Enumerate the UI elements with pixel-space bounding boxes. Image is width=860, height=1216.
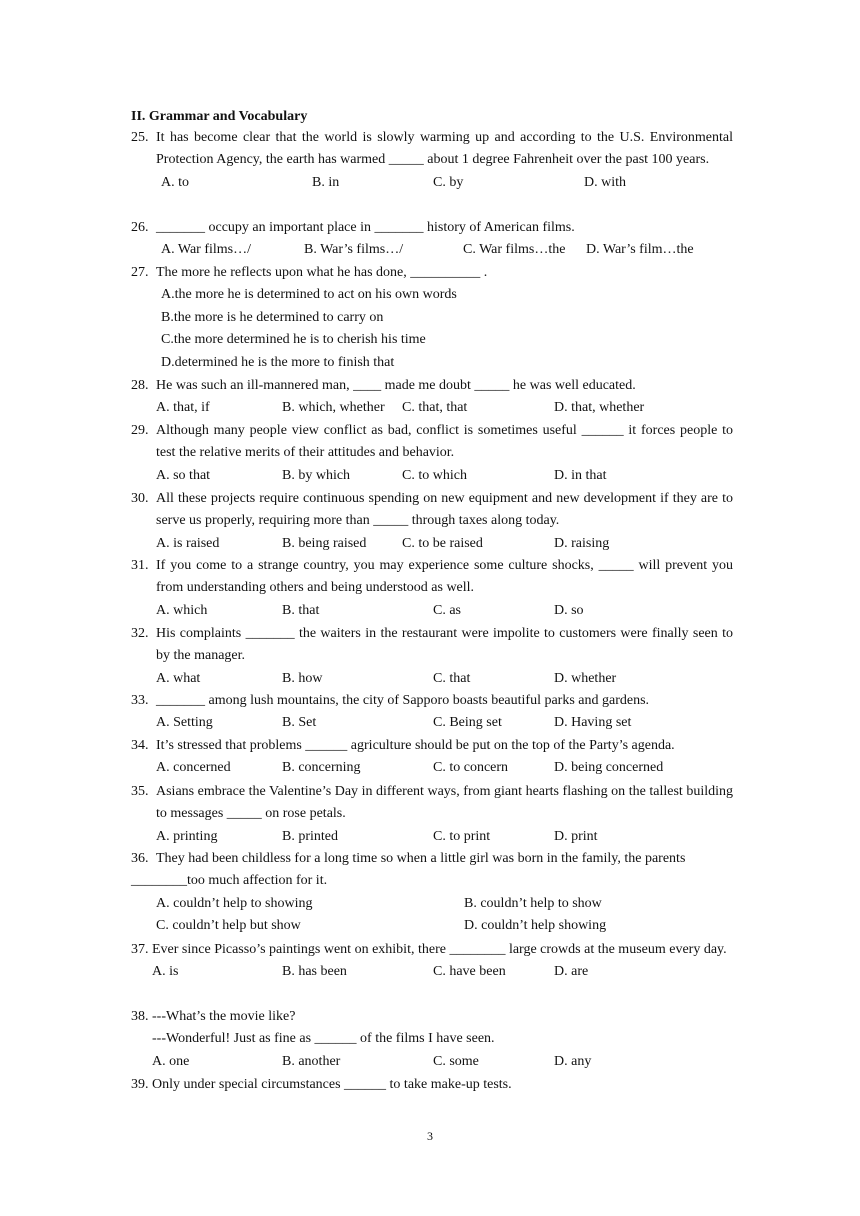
option-d: D. couldn’t help showing <box>464 918 607 934</box>
option-a: A. printing <box>156 828 218 844</box>
question-number: 33. <box>131 693 149 708</box>
question-number: 37. <box>131 942 149 957</box>
option-c: C. to print <box>433 828 491 844</box>
option-d: D. that, whether <box>554 400 645 416</box>
option-a: A. to <box>161 174 189 190</box>
option-d: D. whether <box>554 670 617 686</box>
question-stem: Ever since Picasso’s paintings went on exhibit, there ________ large crowds at the museum every day. <box>152 942 727 957</box>
option-d: D. print <box>554 828 598 844</box>
option-c: C. War films…the <box>463 242 566 258</box>
option-b: B. War’s films…/ <box>304 242 404 258</box>
option-c: C. as <box>433 602 461 618</box>
question-number: 39. <box>131 1077 149 1092</box>
option-c: C.the more determined he is to cherish his time <box>161 332 426 348</box>
question-number: 25. <box>131 130 149 145</box>
option-b: B. couldn’t help to show <box>464 895 602 911</box>
question-34 <box>131 735 733 780</box>
option-a: A. so that <box>156 467 211 483</box>
question-stem: Although many people view conflict as bad, conflict is sometimes useful ______ it forces people to test the relative merits of their attitudes and behavior. <box>156 423 733 461</box>
question-26 <box>131 217 733 262</box>
question-38 <box>131 1006 733 1073</box>
option-d: D. Having set <box>554 715 632 731</box>
options-row <box>131 465 733 487</box>
question-number: 34. <box>131 738 149 753</box>
option-a: A. which <box>156 602 208 618</box>
option-a: A. is <box>152 964 179 980</box>
question-stem-line-2: ---Wonderful! Just as fine as ______ of the films I have seen. <box>152 1031 495 1047</box>
question-stem-line-2: ________too much affection for it. <box>131 873 328 889</box>
option-c: C. Being set <box>433 715 502 731</box>
option-d: D.determined he is the more to finish that <box>161 354 395 370</box>
option-d: D. are <box>554 964 589 980</box>
options-row <box>131 757 733 779</box>
option-b: B. how <box>282 670 323 686</box>
option-c: C. by <box>433 174 464 190</box>
question-31 <box>131 555 733 622</box>
options-row <box>131 1051 733 1073</box>
question-number: 29. <box>131 423 149 438</box>
question-number: 32. <box>131 626 149 641</box>
question-number: 27. <box>131 265 149 280</box>
question-stem: If you come to a strange country, you may experience some culture shocks, _____ will prevent you from understanding others and being understood as well. <box>156 558 733 596</box>
options-row <box>131 239 733 261</box>
section-title: II. Grammar and Vocabulary <box>131 109 308 124</box>
option-c: C. couldn’t help but show <box>156 918 301 934</box>
options-row <box>131 172 733 194</box>
question-stem: It’s stressed that problems ______ agriculture should be put on the top of the Party’s agenda. <box>156 738 675 753</box>
option-d: D. so <box>554 602 584 618</box>
question-stem: His complaints _______ the waiters in the restaurant were impolite to customers were finally seen to by the manager. <box>156 626 733 664</box>
option-d: D. being concerned <box>554 760 664 776</box>
option-b: B. being raised <box>282 535 367 551</box>
option-d: D. War’s film…the <box>586 242 694 258</box>
option-d: D. with <box>584 174 626 190</box>
question-number: 30. <box>131 491 149 506</box>
question-29 <box>131 420 733 487</box>
question-number: 38. <box>131 1009 149 1024</box>
option-c: C. that, that <box>402 400 468 416</box>
option-b: B. Set <box>282 715 317 731</box>
option-b: B. printed <box>282 828 338 844</box>
option-b: B. that <box>282 602 320 618</box>
options-row <box>131 600 733 622</box>
options-list <box>161 284 733 374</box>
question-number: 28. <box>131 378 149 393</box>
question-number: 36. <box>131 851 149 866</box>
options-row <box>131 533 733 555</box>
option-b: B. in <box>312 174 340 190</box>
option-a: A. is raised <box>156 535 220 551</box>
question-stem-line-1: ---What’s the movie like? <box>152 1009 296 1024</box>
question-stem: _______ among lush mountains, the city of Sapporo boasts beautiful parks and gardens. <box>156 693 650 708</box>
option-b: B. which, whether <box>282 400 385 416</box>
question-stem: He was such an ill-mannered man, ____ made me doubt _____ he was well educated. <box>156 378 636 393</box>
options-row-1 <box>131 893 733 915</box>
question-28 <box>131 375 733 420</box>
question-30 <box>131 488 733 555</box>
question-27 <box>131 262 733 374</box>
options-row <box>131 397 733 419</box>
question-stem: The more he reflects upon what he has done, __________ . <box>156 265 488 280</box>
option-a: A. concerned <box>156 760 231 776</box>
option-c: C. to concern <box>433 760 509 776</box>
question-25 <box>131 127 733 194</box>
options-row <box>131 668 733 690</box>
option-d: D. any <box>554 1053 592 1069</box>
question-stem: It has become clear that the world is slowly warming up and according to the U.S. Environmental Protection Agency, the earth has warmed _____ about 1 degree Fahrenheit over the past 100 years. <box>156 130 733 168</box>
question-number: 31. <box>131 558 149 573</box>
question-stem: All these projects require continuous spending on new equipment and new development if they are to serve us properly, requiring more than _____ through taxes along today. <box>156 491 733 529</box>
option-a: A. what <box>156 670 201 686</box>
option-b: B.the more is he determined to carry on <box>161 309 384 325</box>
page-number: 3 <box>427 1129 433 1143</box>
options-row-2 <box>131 915 733 937</box>
question-stem: Only under special circumstances ______ to take make-up tests. <box>152 1077 512 1092</box>
option-b: B. another <box>282 1053 341 1069</box>
option-a: A. one <box>152 1053 190 1069</box>
question-stem-line-1: They had been childless for a long time so when a little girl was born in the family, the parents <box>156 851 686 866</box>
option-a: A. Setting <box>156 715 213 731</box>
question-37 <box>131 939 733 984</box>
option-c: C. some <box>433 1053 479 1069</box>
option-a: A. War films…/ <box>161 242 251 258</box>
question-35 <box>131 781 733 848</box>
question-32 <box>131 623 733 690</box>
question-stem: Asians embrace the Valentine’s Day in different ways, from giant hearts flashing on the tallest building to messages _____ on rose petals. <box>156 784 733 822</box>
option-c: C. to be raised <box>402 535 483 551</box>
question-number: 35. <box>131 784 149 799</box>
option-c: C. to which <box>402 467 467 483</box>
option-c: C. have been <box>433 964 506 980</box>
option-b: B. by which <box>282 467 351 483</box>
option-d: D. in that <box>554 467 607 483</box>
option-a: A. couldn’t help to showing <box>156 895 313 911</box>
option-d: D. raising <box>554 535 610 551</box>
question-33 <box>131 690 733 735</box>
option-a: A.the more he is determined to act on his own words <box>161 287 457 303</box>
question-39 <box>131 1074 733 1096</box>
question-36 <box>131 848 733 938</box>
option-c: C. that <box>433 670 471 686</box>
option-b: B. has been <box>282 964 347 980</box>
options-row <box>131 961 733 983</box>
option-a: A. that, if <box>156 400 210 416</box>
options-row <box>131 712 733 734</box>
options-row <box>131 826 733 848</box>
question-number: 26. <box>131 220 149 235</box>
question-stem: _______ occupy an important place in _______ history of American films. <box>156 220 575 235</box>
option-b: B. concerning <box>282 760 361 776</box>
